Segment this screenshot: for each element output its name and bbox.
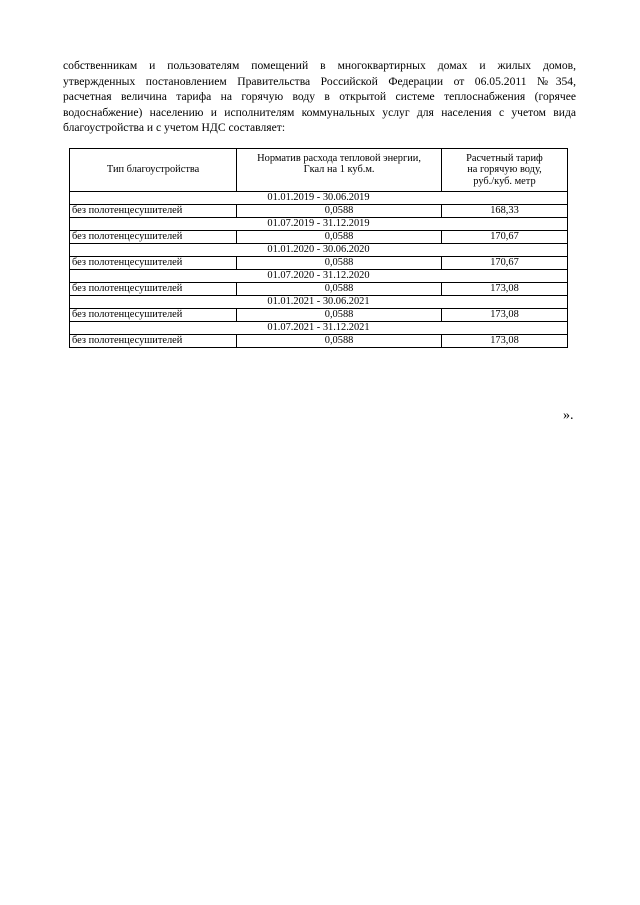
period-cell: 01.07.2019 - 31.12.2019 <box>70 218 568 231</box>
tariff-cell: 173,08 <box>441 283 567 296</box>
type-cell: без полотенцесушителей <box>70 283 237 296</box>
header-norm <box>237 149 442 192</box>
tariff-cell: 170,67 <box>441 257 567 270</box>
table-row-period <box>70 270 568 283</box>
norm-cell: 0,0588 <box>237 205 442 218</box>
tariff-cell: 173,08 <box>441 335 567 348</box>
norm-cell: 0,0588 <box>237 231 442 244</box>
header-tariff-line3: руб./куб. метр <box>473 175 536 187</box>
paragraph-line: собственникам и пользователям помещений в многоквартирных домах и жилых домов, <box>63 59 576 72</box>
table-row-period <box>70 244 568 257</box>
intro-paragraph <box>63 58 576 136</box>
type-cell: без полотенцесушителей <box>70 231 237 244</box>
tariff-cell: 170,67 <box>441 231 567 244</box>
header-tariff-line1: Расчетный тариф <box>466 152 543 164</box>
tariff-cell: 168,33 <box>441 205 567 218</box>
paragraph-line: благоустройства и с учетом НДС составляет: <box>63 121 286 134</box>
table-row-period <box>70 296 568 309</box>
tariff-cell: 173,08 <box>441 309 567 322</box>
table-row <box>70 231 568 244</box>
norm-cell: 0,0588 <box>237 309 442 322</box>
period-cell: 01.01.2021 - 30.06.2021 <box>70 296 568 309</box>
header-norm-line2: Гкал на 1 куб.м. <box>303 164 375 176</box>
type-cell: без полотенцесушителей <box>70 257 237 270</box>
table-row-period <box>70 192 568 205</box>
table-row <box>70 283 568 296</box>
header-norm-line1: Норматив расхода тепловой энергии, <box>257 152 421 164</box>
table-row-period <box>70 218 568 231</box>
period-cell: 01.01.2019 - 30.06.2019 <box>70 192 568 205</box>
table-row-period <box>70 322 568 335</box>
type-cell: без полотенцесушителей <box>70 335 237 348</box>
header-type-label: Тип благоустройства <box>106 164 200 176</box>
paragraph-line: расчетная величина тарифа на горячую воду в открытой системе теплоснабжения (горячее <box>63 90 576 103</box>
table-header-row <box>70 149 568 192</box>
paragraph-line: утвержденных постановлением Правительства Российской Федерации от 06.05.2011 №354, <box>63 74 576 88</box>
table-row <box>70 257 568 270</box>
period-cell: 01.07.2020 - 31.12.2020 <box>70 270 568 283</box>
paragraph-line: водоснабжение) населению и исполнителям коммунальных услуг для населения с учетом вида <box>63 105 576 119</box>
type-cell: без полотенцесушителей <box>70 205 237 218</box>
table-row <box>70 335 568 348</box>
closing-quote: ». <box>563 408 574 423</box>
norm-cell: 0,0588 <box>237 283 442 296</box>
norm-cell: 0,0588 <box>237 257 442 270</box>
norm-cell: 0,0588 <box>237 335 442 348</box>
header-type <box>70 149 237 192</box>
period-cell: 01.01.2020 - 30.06.2020 <box>70 244 568 257</box>
table-row <box>70 205 568 218</box>
type-cell: без полотенцесушителей <box>70 309 237 322</box>
period-cell: 01.07.2021 - 31.12.2021 <box>70 322 568 335</box>
tariff-table <box>69 148 568 348</box>
header-tariff <box>441 149 567 192</box>
header-tariff-line2: на горячую воду, <box>467 164 542 176</box>
table-row <box>70 309 568 322</box>
